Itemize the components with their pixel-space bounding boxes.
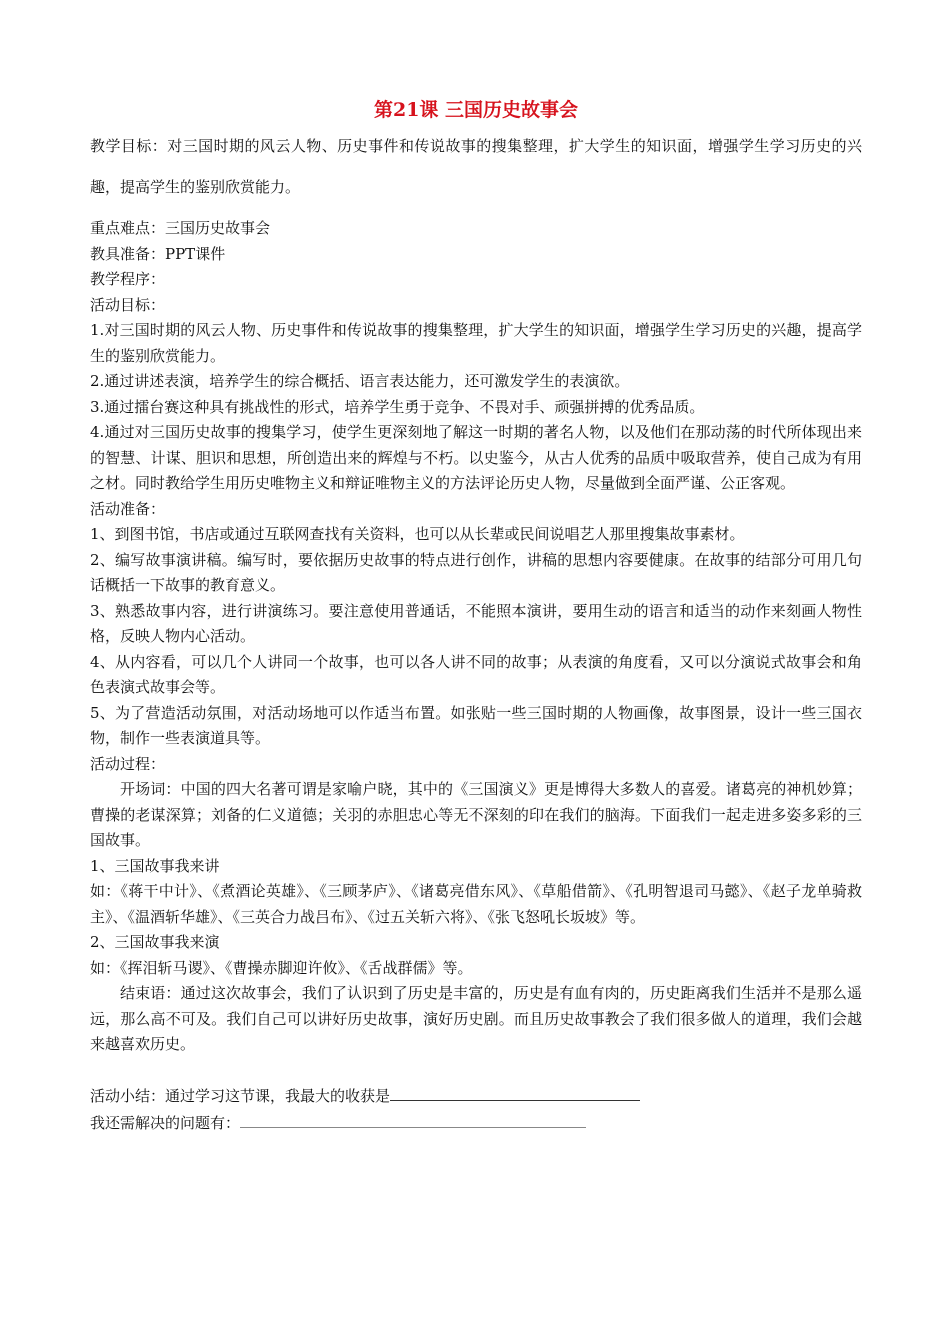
summary-row (90, 1082, 862, 1110)
goal-item: 2.通过讲述表演，培养学生的综合概括、语言表达能力，还可激发学生的表演欲。 (90, 372, 630, 390)
part1-examples: 如：《蒋干中计》、《煮酒论英雄》、《三顾茅庐》、《诸葛亮借东风》、《草船借箭》、《孔明智退司马懿》、《赵子龙单骑救主》、《温酒斩华雄》、《三英合力战吕布》、《过五关斩六将》、《张飞怒吼长坂坡》等。 (90, 882, 862, 926)
activity-goals-heading: 活动目标： (90, 295, 166, 314)
goal-item: 1.对三国时期的风云人物、历史事件和传说故事的搜集整理，扩大学生的知识面，增强学生学习历史的兴趣，提高学生的鉴别欣赏能力。 (90, 321, 862, 365)
summary-answer-blank[interactable] (390, 1082, 640, 1101)
lesson-title: 第21课 三国历史故事会 (373, 99, 579, 121)
question-row (90, 1109, 862, 1137)
question-answer-blank[interactable] (240, 1109, 586, 1128)
summary-label: 活动小结：通过学习这节课，我最大的收获是 (90, 1086, 391, 1105)
prep-item: 5、为了营造活动氛围，对活动场地可以作适当布置。如张贴一些三国时期的人物画像，故事图景，设计一些三国衣物，制作一些表演道具等。 (90, 703, 862, 747)
prep-item: 3、熟悉故事内容，进行讲演练习。要注意使用普通话，不能照本演讲，要用生动的语言和适当的动作来刻画人物性格，反映人物内心活动。 (90, 601, 862, 645)
key-points: 重点难点：三国历史故事会 (90, 219, 271, 237)
prep-item: 1、到图书馆，书店或通过互联网查找有关资料，也可以从长辈或民间说唱艺人那里搜集故事素材。 (90, 525, 745, 543)
goal-item: 4.通过对三国历史故事的搜集学习，使学生更深刻地了解这一时期的著名人物，以及他们在那动荡的时代所体现出来的智慧、计谋、胆识和思想，所创造出来的辉煌与不朽。以史鉴今，从古人优秀的品质中吸取营养，使自己成为有用之材。同时教给学生用历史唯物主义和辩证唯物主义的方法评论历史人物，尽量做到全面严谨、公正客观。 (90, 423, 862, 492)
document-page (90, 96, 862, 1137)
question-label: 我还需解决的问题有： (90, 1114, 241, 1132)
activity-process-heading: 活动过程： (90, 754, 166, 773)
teaching-objective: 教学目标：对三国时期的风云人物、历史事件和传说故事的搜集整理，扩大学生的知识面，增强学生学习历史的兴趣，提高学生的鉴别欣赏能力。 (90, 137, 862, 196)
part2-heading: 2、三国故事我来演 (90, 933, 220, 951)
part2-examples: 如：《挥泪斩马谡》、《曹操赤脚迎许攸》、《舌战群儒》等。 (90, 958, 473, 977)
closing-remarks: 结束语：通过这次故事会，我们了认识到了历史是丰富的，历史是有血有肉的，历史距离我们生活并不是那么遥远，那么高不可及。我们自己可以讲好历史故事，演好历史剧。而且历史故事教会了我们很多做人的道理，我们会越来越喜欢历史。 (90, 984, 862, 1053)
goal-item: 3.通过擂台赛这种具有挑战性的形式，培养学生勇于竞争、不畏对手、顽强拼搏的优秀品质。 (90, 397, 705, 416)
activity-prep-heading: 活动准备： (90, 499, 166, 518)
teaching-materials: 教具准备：PPT课件 (90, 244, 226, 263)
teaching-procedure: 教学程序： (90, 270, 166, 288)
prep-item: 4、从内容看，可以几个人讲同一个故事，也可以各人讲不同的故事；从表演的角度看，又可以分演说式故事会和角色表演式故事会等。 (90, 652, 862, 696)
part1-heading: 1、三国故事我来讲 (90, 856, 220, 875)
opening-remarks: 开场词：中国的四大名著可谓是家喻户晓，其中的《三国演义》更是博得大多数人的喜爱。诸葛亮的神机妙算；曹操的老谋深算；刘备的仁义道德；关羽的赤胆忠心等无不深刻的印在我们的脑海。下面我们一起走进多姿多彩的三国故事。 (90, 780, 862, 849)
prep-item: 2、编写故事演讲稿。编写时，要依据历史故事的特点进行创作，讲稿的思想内容要健康。在故事的结部分可用几句话概括一下故事的教育意义。 (90, 550, 862, 594)
